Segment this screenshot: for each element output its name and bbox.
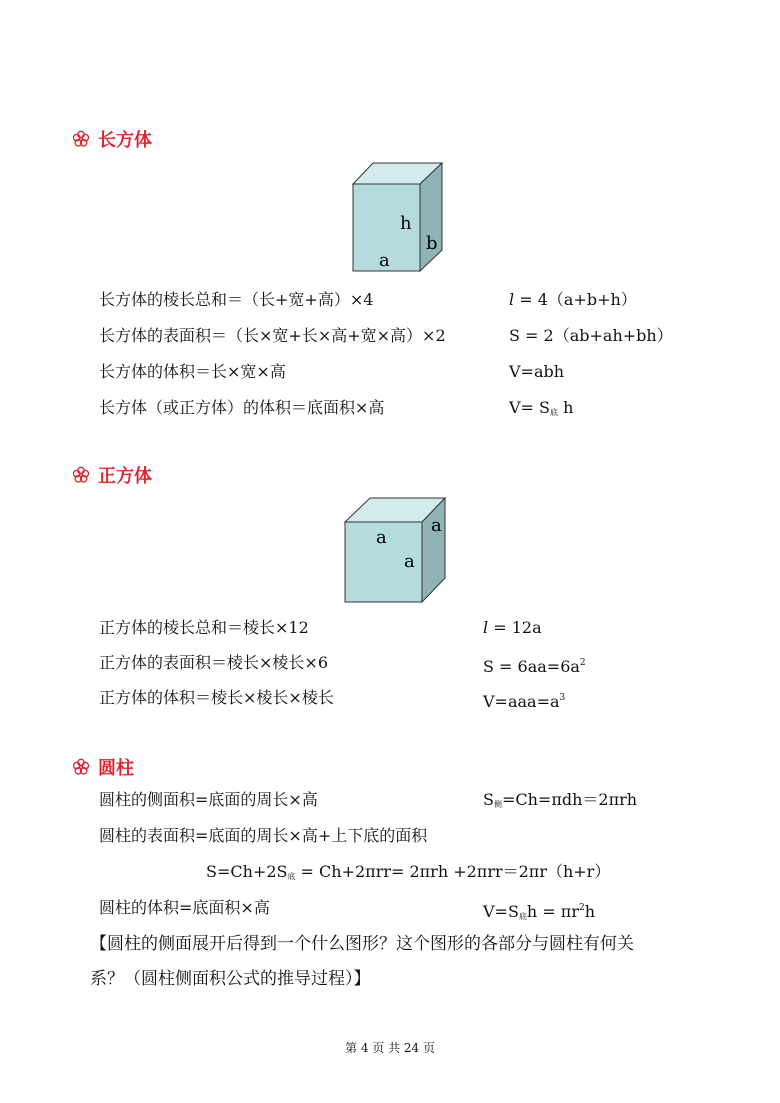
cuboid-diagram	[350, 158, 446, 274]
section-title-cylinder: 圆柱	[98, 758, 134, 779]
flower-bullet-icon	[72, 758, 90, 776]
cuboid-row-text: 长方体（或正方体）的体积＝底面积×高	[99, 398, 385, 417]
cuboid-row-formula: l = 4（a+b+h）	[509, 290, 637, 309]
cube-row-formula: $S = 6aa=6a^2$	[483, 657, 586, 676]
cylinder-row-formula: $S_侧=Ch=\pi dh=2\pi rh$	[483, 790, 638, 809]
cuboid-row-text: 长方体的体积＝长×宽×高	[99, 362, 286, 381]
question-line: 系？（圆柱侧面积公式的推导过程）】	[90, 969, 371, 989]
cylinder-row-text: 圆柱的体积=底面积×高	[99, 898, 270, 917]
section-title-cube: 正方体	[98, 466, 152, 487]
cuboid-label-h: h	[400, 213, 412, 234]
cube-row-formula: l = 12a	[483, 618, 542, 637]
cylinder-surface-formula: $S=Ch+2S_底 = Ch+2\pi rr= 2\pi rh +2\pi rr=2\pi r(h+r)$	[206, 862, 611, 881]
cuboid-row-formula: $V= S_底$ h	[509, 398, 574, 417]
cuboid-label-a: a	[379, 250, 390, 271]
cube-row-text: 正方体的体积＝棱长×棱长×棱长	[99, 688, 334, 707]
cylinder-row-text: 圆柱的表面积=底面的周长×高+上下底的面积	[99, 826, 428, 845]
page-footer: 第 4 页 共 24 页	[345, 1041, 435, 1055]
cube-row-text: 正方体的表面积＝棱长×棱长×6	[99, 653, 328, 672]
cuboid-row-formula: V=abh	[509, 362, 565, 381]
cylinder-row-text: 圆柱的侧面积=底面的周长×高	[99, 790, 318, 809]
cuboid-label-b: b	[426, 233, 438, 254]
flower-bullet-icon	[72, 466, 90, 484]
cylinder-row-formula: $V=S_底h = \pi r^2h$	[483, 902, 596, 921]
section-title-cuboid: 长方体	[98, 130, 152, 151]
cube-label-a-front-top: a	[376, 527, 387, 548]
cube-diagram	[342, 494, 448, 606]
cube-row-formula: $V=aaa=a^3$	[483, 692, 566, 711]
cube-label-a-front-mid: a	[404, 551, 415, 572]
cuboid-row-text: 长方体的棱长总和＝（长+宽+高）×4	[99, 290, 374, 309]
cuboid-row-text: 长方体的表面积＝（长×宽+长×高+宽×高）×2	[99, 326, 446, 345]
cube-label-a-side: a	[431, 515, 442, 536]
cuboid-row-formula: S = 2（ab+ah+bh）	[509, 326, 673, 345]
flower-bullet-icon	[72, 130, 90, 148]
cube-row-text: 正方体的棱长总和＝棱长×12	[99, 618, 309, 637]
question-line: 【圆柱的侧面展开后得到一个什么图形？这个图形的各部分与圆柱有何关	[90, 934, 634, 954]
